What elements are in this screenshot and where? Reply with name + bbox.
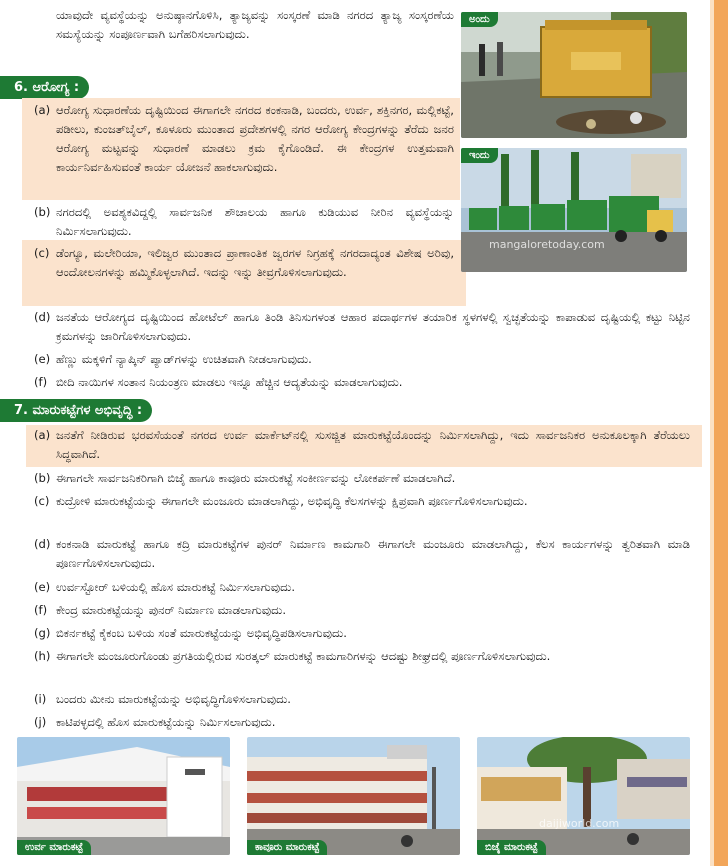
list-item (34, 350, 690, 369)
item-text: ಬೀದಿ ನಾಯಿಗಳ ಸಂತಾನ ನಿಯಂತ್ರಣ ಮಾಡಲು ಇನ್ನೂ ಹೆಚ್ಚಿನ ಆದ್ಯತೆಯನ್ನು ಮಾಡಲಾಗುವುದು. (56, 375, 403, 389)
list-item (34, 203, 454, 241)
garbage-bin-illustration (461, 12, 687, 138)
photo-urwa-market (17, 737, 230, 855)
caption-bejai: ಬಿಜೈ ಮಾರುಕಟ್ಟೆ (477, 840, 546, 855)
tag-then: ಅಂದು (461, 12, 498, 27)
list-item (34, 647, 690, 666)
list-item (34, 244, 454, 282)
list-item (34, 535, 690, 573)
item-label: (j) (34, 715, 47, 729)
bejai-market-illustration (477, 737, 690, 855)
item-text: ಡೆಂಗ್ಯೂ, ಮಲೇರಿಯಾ, ಇಲಿಜ್ವರ ಮುಂತಾದ ಪ್ರಾಣಾಂತಿಕ ಜ್ವರಗಳ ನಿಗ್ರಹಕ್ಕೆ ನಗರದಾದ್ಯಂತ ವಿಶೇಷ ಅರಿವು, ಆಂದೋಲನಗಳನ್ನು ಹಮ್ಮಿಕೊಳ್ಳಲಾಗಿದೆ. ಇದನ್ನು ಇನ್ನು ತೀವ್ರಗೊಳಿಸಲಾಗುವುದು. (56, 246, 454, 279)
caption-urwa: ಉರ್ವ ಮಾರುಕಟ್ಟೆ (17, 840, 91, 855)
list-item (34, 624, 690, 643)
list-item (34, 578, 690, 597)
item-label: (h) (34, 649, 51, 663)
item-text: ಕಾಟಿಪಳ್ಳದಲ್ಲಿ ಹೊಸ ಮಾರುಕಟ್ಟೆಯನ್ನು ನಿರ್ಮಿಸಲಾಗುವುದು. (56, 715, 276, 729)
item-label: (e) (34, 352, 51, 366)
watermark: mangaloretoday.com (489, 238, 605, 251)
item-label: (b) (34, 205, 51, 219)
item-label: (d) (34, 310, 51, 324)
item-label: (a) (34, 103, 51, 117)
trucks-illustration (461, 148, 687, 272)
list-item (34, 713, 690, 732)
photo-kavoor-market (247, 737, 460, 855)
item-text: ಉರ್ವಸ್ಟೋರ್ ಬಳಿಯಲ್ಲಿ ಹೊಸ ಮಾರುಕಟ್ಟೆ ನಿರ್ಮಿಸಲಾಗುವುದು. (56, 580, 296, 594)
item-text: ಬಿಕರ್ನಕಟ್ಟೆ ಕೈಕಂಬ ಬಳಿಯ ಸಂತೆ ಮಾರುಕಟ್ಟೆಯನ್ನು ಅಭಿವೃದ್ಧಿಪಡಿಸಲಾಗುವುದು. (56, 626, 347, 640)
intro-paragraph: ಯಾವುದೇ ವ್ಯವಸ್ಥೆಯನ್ನು ಅನುಷ್ಠಾನಗೊಳಿಸಿ, ತ್ಯಾಜ್ಯವನ್ನು ಸಂಸ್ಕರಣೆ ಮಾಡಿ ನಗರದ ತ್ಯಾಜ್ಯ ಸಂಸ್ಕರಣೆಯ ಸಮಸ್ಯೆಯನ್ನು ಸಂಪೂರ್ಣವಾಗಿ ಬಗೆಹರಿಸಲಾಗುವುದು. (56, 8, 454, 41)
section-6-heading: 6. ಆರೋಗ್ಯ : (0, 76, 89, 99)
list-item (34, 690, 690, 709)
list-item (34, 308, 690, 346)
item-text: ಜನತೆಯ ಆರೋಗ್ಯದ ದೃಷ್ಟಿಯಿಂದ ಹೋಟೆಲ್ ಹಾಗೂ ತಿಂಡಿ ತಿನಿಸುಗಳಂತ ಆಹಾರ ಪದಾರ್ಥಗಳ ತಯಾರಿಕ ಸ್ಥಳಗಳಲ್ಲಿ ಸ್ವಚ್ಛತೆಯನ್ನು ಕಾಪಾಡುವ ದೃಷ್ಟಿಯಲ್ಲಿ ಕಟ್ಟು ನಿಟ್ಟಿನ ಕ್ರಮಗಳನ್ನು ಜಾರಿಗೊಳಿಸಲಾಗುವುದು. (56, 310, 690, 343)
photo-garbage-bin (461, 12, 687, 138)
photo-garbage-trucks (461, 148, 687, 272)
kavoor-market-illustration (247, 737, 460, 855)
item-label: (c) (34, 246, 50, 260)
item-text: ಈಗಾಗಲೇ ಮಂಜೂರುಗೊಂಡು ಪ್ರಗತಿಯಲ್ಲಿರುವ ಸುರತ್ಕಲ್ ಮಾರುಕಟ್ಟೆ ಕಾಮಗಾರಿಗಳನ್ನು ಆದಷ್ಟು ಶೀಘ್ರದಲ್ಲಿ ಪೂರ್ಣಗೊಳಿಸಲಾಗುವುದು. (56, 649, 551, 663)
item-label: (d) (34, 537, 51, 551)
photo-bejai-market (477, 737, 690, 855)
list-item (34, 492, 690, 511)
item-label: (b) (34, 471, 51, 485)
list-item (34, 101, 454, 177)
item-text: ಕೇಂದ್ರ ಮಾರುಕಟ್ಟೆಯನ್ನು ಪುನರ್ ನಿರ್ಮಾಣ ಮಾಡಲಾಗುವುದು. (56, 603, 287, 617)
item-label: (a) (34, 428, 51, 442)
section-7-heading: 7. ಮಾರುಕಟ್ಟೆಗಳ ಅಭಿವೃದ್ಧಿ : (0, 399, 152, 422)
item-label: (f) (34, 375, 48, 389)
item-text: ಜನತೆಗೆ ನೀಡಿರುವ ಭರವಸೆಯಂತೆ ನಗರದ ಉರ್ವ ಮಾರ್ಕೆಟ್‌ನಲ್ಲಿ ಸುಸಜ್ಜಿತ ಮಾರುಕಟ್ಟೆಯೊಂದನ್ನು ನಿರ್ಮಿಸಲಾಗಿದ್ದು, ಇದು ಸಾರ್ವಜನಿಕರ ಅನುಕೂಲಕ್ಕಾಗಿ ತೆರೆಯಲು ಸಿದ್ಧವಾಗಿದೆ. (56, 428, 690, 461)
item-text: ಆರೋಗ್ಯ ಸುಧಾರಣೆಯ ದೃಷ್ಟಿಯಿಂದ ಈಗಾಗಲೇ ನಗರದ ಕಂಕನಾಡಿ, ಬಂದರು, ಉರ್ವ, ಶಕ್ತಿನಗರ, ಮಲ್ಲಿಕಟ್ಟೆ, ಪಡೀಲು, ಕುಂಜತ್‌ಬೈಲ್, ಕೂಳೂರು ಮುಂತಾದ ಪ್ರದೇಶಗಳಲ್ಲಿ ನಗರ ಆರೋಗ್ಯ ಕೇಂದ್ರಗಳನ್ನು ತೆರೆದು ಜನರ ಆರೋಗ್ಯ ಮಟ್ಟವನ್ನು ಸುಧಾರಣೆ ಮಾಡಲು ಕ್ರಮ ಕೈಗೊಂಡಿದೆ. ಈ ಕೇಂದ್ರಗಳ ಉತ್ತಮವಾಗಿ ಕಾರ್ಯನಿರ್ವಹಿಸುವಂತೆ ಕಾರ್ಯ ಯೋಜನೆ ಹಾಕಲಾಗುವುದು. (56, 103, 454, 174)
item-text: ಬಂದರು ಮೀನು ಮಾರುಕಟ್ಟೆಯನ್ನು ಅಭಿವೃದ್ಧಿಗೊಳಿಸಲಾಗುವುದು. (56, 692, 291, 706)
list-item (34, 373, 690, 392)
item-text: ಕಂಕನಾಡಿ ಮಾರುಕಟ್ಟೆ ಹಾಗೂ ಕದ್ರಿ ಮಾರುಕಟ್ಟೆಗಳ ಪುನರ್ ನಿರ್ಮಾಣ ಕಾಮಗಾರಿ ಈಗಾಗಲೇ ಮಂಜೂರು ಮಾಡಲಾಗಿದ್ದು, ಕೆಲಸ ಕಾರ್ಯಗಳನ್ನು ತ್ವರಿತವಾಗಿ ಮಾಡಿ ಪೂರ್ಣಗೊಳಿಸಲಾಗುವುದು. (56, 537, 690, 570)
list-item (34, 469, 690, 488)
tag-now: ಇಂದು (461, 148, 498, 163)
item-text: ಈಗಾಗಲೇ ಸಾರ್ವಜನಿಕರಿಗಾಗಿ ಬಿಜೈ ಹಾಗೂ ಕಾವೂರು ಮಾರುಕಟ್ಟೆ ಸಂಕೀರ್ಣವನ್ನು ಲೋಕರ್ಪಣೆ ಮಾಡಲಾಗಿದೆ. (56, 471, 456, 485)
item-text: ನಗರದಲ್ಲಿ ಅವಶ್ಯಕವಿದ್ದಲ್ಲಿ ಸಾರ್ವಜನಿಕ ಶೌಚಾಲಯ ಹಾಗೂ ಕುಡಿಯುವ ನೀರಿನ ವ್ಯವಸ್ಥೆಯನ್ನು ನಿರ್ಮಿಸಲಾಗುವುದು. (56, 205, 454, 238)
caption-kavoor: ಕಾವೂರು ಮಾರುಕಟ್ಟೆ (247, 840, 327, 855)
urwa-market-illustration (17, 737, 230, 855)
item-label: (i) (34, 692, 47, 706)
side-strip (714, 0, 728, 866)
item-label: (c) (34, 494, 50, 508)
item-label: (f) (34, 603, 48, 617)
watermark: daijiworld.com (539, 817, 620, 830)
item-text: ಕುದ್ರೋಳಿ ಮಾರುಕಟ್ಟೆಯನ್ನು ಈಗಾಗಲೇ ಮಂಜೂರು ಮಾಡಲಾಗಿದ್ದು, ಅಭಿವೃದ್ಧಿ ಕೆಲಸಗಳನ್ನು ಕ್ಷಿಪ್ರವಾಗಿ ಪೂರ್ಣಗೊಳಿಸಲಾಗುವುದು. (56, 494, 528, 508)
list-item (34, 601, 690, 620)
item-label: (e) (34, 580, 51, 594)
item-label: (g) (34, 626, 51, 640)
list-item (34, 426, 690, 464)
item-text: ಹೆಣ್ಣು ಮಕ್ಕಳಿಗೆ ನ್ಯಾಪ್ಕಿನ್ ಪ್ಯಾಡ್‌ಗಳನ್ನು ಉಚಿತವಾಗಿ ನೀಡಲಾಗುವುದು. (56, 352, 312, 366)
